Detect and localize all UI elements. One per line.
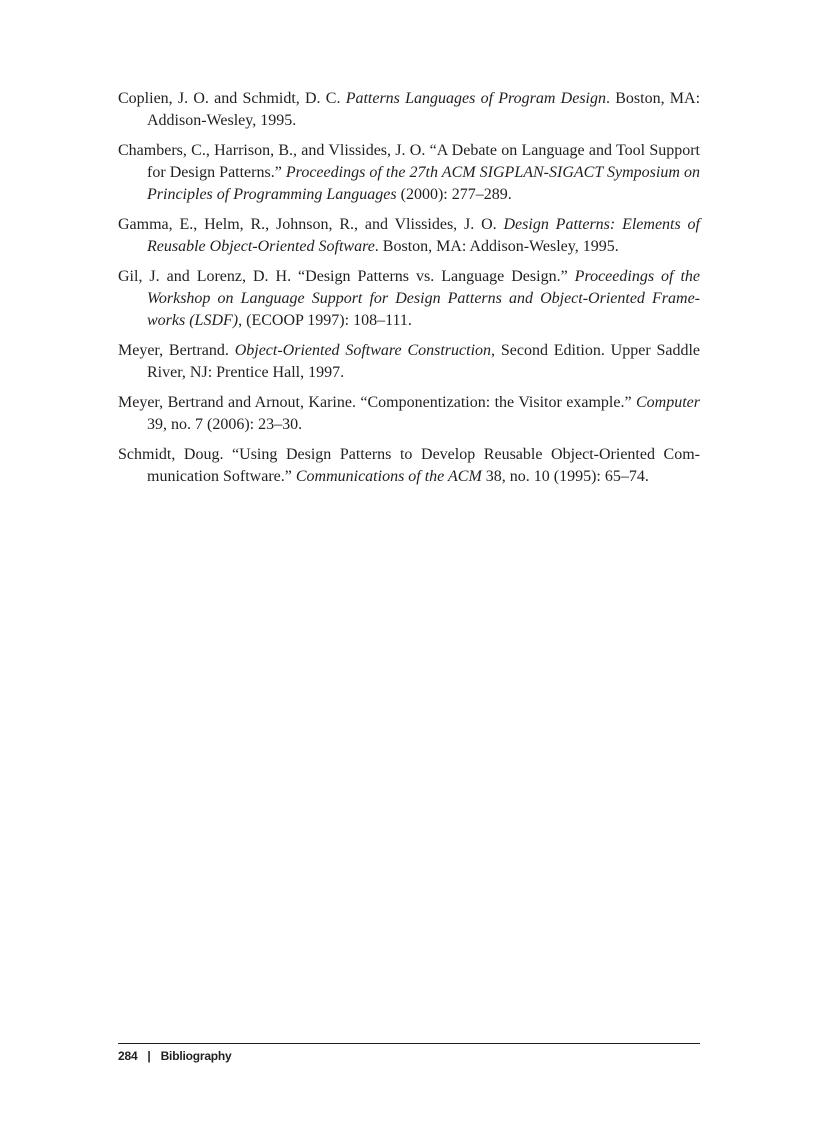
- entry-title: Communications of the ACM: [295, 468, 482, 485]
- entry-title: Proceedings of the 27th ACM SIGPLAN-SIGACT Symposium on Principles of Programming Languages: [147, 164, 700, 203]
- footer-separator: |: [147, 1049, 151, 1063]
- bibliography-entry: [118, 140, 700, 206]
- entry-title: Computer: [636, 394, 700, 411]
- entry-text: , (ECOOP 1997): 108–111.: [238, 312, 412, 329]
- entry-text: 38, no. 10 (1995): 65–74.: [481, 468, 649, 485]
- entry-text: , Second Edition. Upper Saddle River, NJ: Prentice Hall, 1997.: [147, 342, 700, 381]
- entry-text: Gil, J. and Lorenz, D. H. “Design Patterns vs. Language Design.”: [118, 268, 575, 285]
- entry-text: Meyer, Bertrand.: [118, 342, 235, 359]
- entry-title: Proceedings of the Workshop on Language Support for Design Patterns and Object-Oriented Frameworks (LSDF): [147, 268, 701, 329]
- entry-text: Chambers, C., Harrison, B., and Vlissides, J. O. “A Debate on Language and Tool Support for Design Patterns.”: [118, 142, 700, 181]
- page-number: 284: [118, 1049, 138, 1063]
- bibliography-entry: [118, 340, 700, 384]
- entry-text: Schmidt, Doug. “Using Design Patterns to Develop Reusable Object-Oriented Communication Software.”: [118, 446, 700, 485]
- entry-text: . Boston, MA: Addison-Wesley, 1995.: [374, 238, 619, 255]
- page-footer: [118, 1049, 232, 1063]
- entry-title: Patterns Languages of Program Design: [345, 90, 606, 107]
- entry-text: 39, no. 7 (2006): 23–30.: [147, 416, 303, 433]
- entry-text: Meyer, Bertrand and Arnout, Karine. “Componentization: the Visitor example.”: [118, 394, 636, 411]
- entry-text: (2000): 277–289.: [396, 186, 512, 203]
- bibliography-entry: [118, 88, 700, 132]
- bibliography-entry: [118, 392, 700, 436]
- bibliography-entry: [118, 214, 700, 258]
- bibliography-list: [118, 88, 700, 496]
- entry-title: Object-Oriented Software Construction: [234, 342, 492, 359]
- section-title: Bibliography: [160, 1049, 232, 1063]
- bibliography-entry: [118, 266, 700, 332]
- bibliography-entry: [118, 444, 700, 488]
- entry-title: Design Patterns: Elements of Reusable Object-Oriented Software: [147, 216, 701, 255]
- footer-divider: [118, 1043, 700, 1044]
- entry-text: Gamma, E., Helm, R., Johnson, R., and Vlissides, J. O.: [118, 216, 504, 233]
- entry-text: Coplien, J. O. and Schmidt, D. C.: [118, 90, 346, 107]
- entry-text: . Boston, MA: Addison-Wesley, 1995.: [147, 90, 701, 129]
